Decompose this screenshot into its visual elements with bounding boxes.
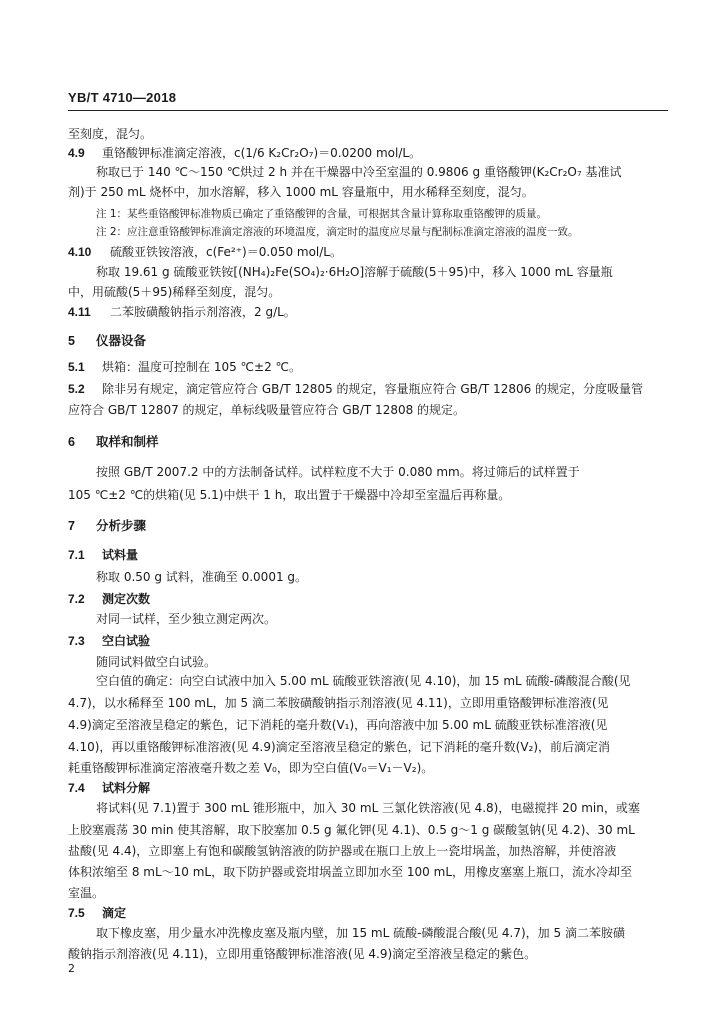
clause-7-1: [68, 547, 138, 563]
paragraph-line: 上胶塞震荡 30 min 使其溶解，取下胶塞加 0.5 g 氟化钾(见 4.1)、0.5 g～1 g 碳酸氢钠(见 4.2)、30 mL: [68, 823, 635, 837]
section-6-heading: [68, 434, 159, 450]
clause-number: 4.9: [68, 146, 85, 160]
section-5-heading: [68, 333, 146, 349]
section-title: 仪器设备: [96, 334, 147, 348]
clause-title: 测定次数: [102, 592, 151, 606]
clause-text: 硫酸亚铁铵溶液，c(Fe²⁺)＝0.050 mol/L。: [110, 245, 342, 259]
section-7-heading: [68, 518, 146, 534]
clause-number: 4.10: [68, 245, 92, 259]
clause-4-9: [68, 145, 421, 161]
paragraph-line: 称取 19.61 g 硫酸亚铁铵[(NH₄)₂Fe(SO₄)₂·6H₂O]溶解于硫酸(5＋95)中，移入 1000 mL 容量瓶: [96, 265, 613, 279]
paragraph-line: 体积浓缩至 8 mL～10 mL，取下防护器或瓷坩埚盖立即加水至 100 mL，用橡皮塞塞上瓶口，流水冷却至: [68, 865, 633, 879]
paragraph-line: 剂)于 250 mL 烧杯中，加水溶解，移入 1000 mL 容量瓶中，用水稀释至刻度，混匀。: [68, 185, 534, 199]
clause-5-1: [68, 359, 301, 375]
paragraph-line: 空白值的确定：向空白试液中加入 5.00 mL 硫酸亚铁溶液(见 4.10)，加 15 mL 硫酸-磷酸混合酸(见: [96, 674, 631, 688]
paragraph-line: 将试料(见 7.1)置于 300 mL 锥形瓶中，加入 30 mL 三氯化铁溶液(见 4.8)，电磁搅拌 20 min，或塞: [96, 801, 640, 815]
paragraph-line: 中，用硫酸(5＋95)稀释至刻度，混匀。: [68, 285, 281, 299]
header-rule: [68, 110, 668, 111]
paragraph-line: 4.10)，再以重铬酸钾标准溶液(见 4.9)滴定至溶液呈稳定的紫色，记下消耗的毫升数(V₂)，前后滴定消: [68, 740, 611, 754]
paragraph-line: 按照 GB/T 2007.2 中的方法制备试样。试样粒度不大于 0.080 mm。将过筛后的试样置于: [96, 465, 580, 479]
paragraph-line: 4.7)，以水稀释至 100 mL，加 5 滴二苯胺磺酸钠指示剂溶液(见 4.11)，立即用重铬酸钾标准溶液(见: [68, 696, 609, 710]
clause-number: 7.4: [68, 781, 85, 795]
paragraph-line: 室温。: [68, 886, 105, 900]
clause-text: 重铬酸钾标准滴定溶液，c(1/6 K₂Cr₂O₇)＝0.0200 mol/L。: [102, 146, 422, 160]
paragraph-line: 随同试料做空白试验。: [96, 655, 217, 669]
paragraph-line: 105 ℃±2 ℃的烘箱(见 5.1)中烘干 1 h，取出置于干燥器中冷却至室温后再称量。: [68, 488, 511, 502]
clause-7-2: [68, 591, 150, 607]
note-2: 注 2：应注意重铬酸钾标准滴定溶液的环境温度，滴定时的温度应尽量与配制标准滴定溶液的温度一致。: [96, 226, 579, 238]
clause-title: 空白试验: [102, 634, 151, 648]
clause-text: 除非另有规定，滴定管应符合 GB/T 12805 的规定，容量瓶应符合 GB/T 12806 的规定，分度吸量管: [102, 382, 644, 396]
clause-5-2: [68, 381, 643, 397]
clause-title: 滴定: [102, 906, 127, 920]
clause-number: 7.5: [68, 906, 85, 920]
clause-4-10: [68, 244, 342, 260]
clause-7-3: [68, 633, 150, 649]
paragraph-line: 酸钠指示剂溶液(见 4.11)，立即用重铬酸钾标准溶液(见 4.9)滴定至溶液呈稳定的紫色。: [68, 947, 537, 961]
paragraph-line: 耗重铬酸钾标准滴定溶液毫升数之差 V₀，即为空白值(V₀＝V₁－V₂)。: [68, 761, 434, 775]
clause-number: 5.1: [68, 360, 85, 374]
clause-number: 5.2: [68, 382, 85, 396]
paragraph-line: 4.9)滴定至溶液呈稳定的紫色，记下消耗的毫升数(V₁)，再向溶液中加 5.00 mL 硫酸亚铁标准溶液(见: [68, 718, 608, 732]
section-title: 分析步骤: [96, 519, 147, 533]
paragraph-line: 取下橡皮塞，用少量水冲洗橡皮塞及瓶内壁，加 15 mL 硫酸-磷酸混合酸(见 4.7)，加 5 滴二苯胺磺: [96, 926, 625, 940]
clause-number: 7.3: [68, 634, 85, 648]
page-number: 2: [68, 962, 75, 975]
clause-7-4: [68, 780, 150, 796]
section-title: 取样和制样: [96, 435, 159, 449]
paragraph-line: 对同一试样，至少独立测定两次。: [96, 612, 277, 626]
clause-text: 烘箱：温度可控制在 105 ℃±2 ℃。: [102, 360, 301, 374]
note-1: 注 1：某些重铬酸钾标准物质已确定了重铬酸钾的含量，可根据其含量计算称取重铬酸钾的质量。: [96, 208, 548, 220]
paragraph-line: 应符合 GB/T 12807 的规定，单标线吸量管应符合 GB/T 12808 的规定。: [68, 403, 466, 417]
section-number: 5: [68, 334, 75, 348]
clause-7-5: [68, 905, 126, 921]
clause-number: 4.11: [68, 305, 91, 319]
clause-number: 7.1: [68, 548, 85, 562]
clause-title: 试料量: [102, 548, 139, 562]
paragraph-line: 称取已于 140 ℃～150 ℃烘过 2 h 并在干燥器中冷至室温的 0.9806 g 重铬酸钾(K₂Cr₂O₇ 基准试: [96, 165, 622, 179]
clause-4-11: [68, 304, 296, 320]
standard-code-header: YB/T 4710—2018: [68, 90, 177, 105]
section-number: 7: [68, 519, 75, 533]
paragraph-line: 盐酸(见 4.4)，立即塞上有饱和碳酸氢钠溶液的防护器或在瓶口上放上一瓷坩埚盖，加热溶解，并使溶液: [68, 844, 617, 858]
clause-number: 7.2: [68, 592, 85, 606]
clause-title: 试料分解: [102, 781, 151, 795]
paragraph-line: 至刻度，混匀。: [68, 127, 153, 141]
paragraph-line: 称取 0.50 g 试料，准确至 0.0001 g。: [96, 570, 308, 584]
clause-text: 二苯胺磺酸钠指示剂溶液，2 g/L。: [110, 305, 296, 319]
section-number: 6: [68, 435, 75, 449]
